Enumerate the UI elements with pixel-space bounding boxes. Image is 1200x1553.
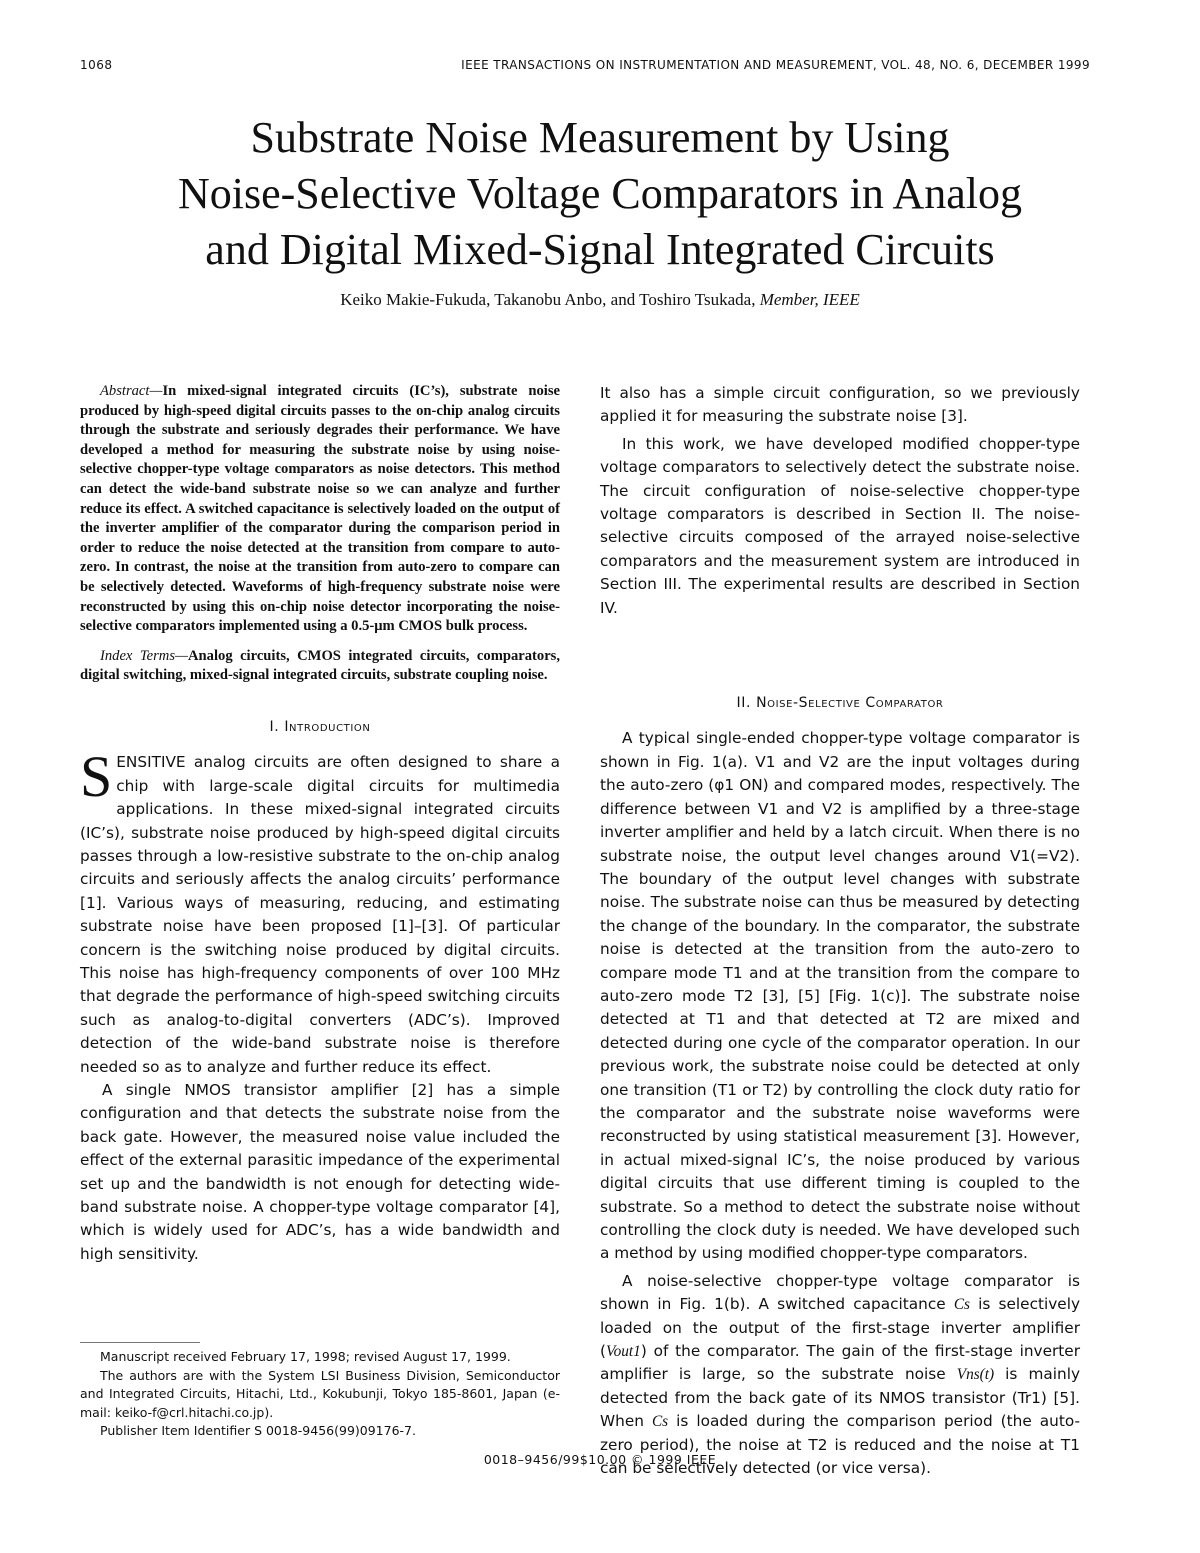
symbol-vns: Vns(t) (956, 1366, 995, 1384)
intro-lead-word: ENSITIVE (116, 753, 186, 772)
comparator-p2-text-c: ) of the comparator. The gain of the first-stage inverter amplifier is large, so the substrate noise (600, 1342, 1080, 1384)
abstract-label: Abstract— (100, 383, 163, 399)
page-number: 1068 (80, 58, 113, 72)
intro-paragraph-1-text: analog circuits are often designed to share a chip with large-scale digital circuits for multimedia applications. In these mixed-signal integrated circuits (IC’s), substrate noise produced by high-speed digital circuits passes through a low-resistive substrate to the on-chip analog circuits and seriously affects the analog circuits’ performance [1]. Various ways of measuring, reducing, and estimating substrate noise have been proposed [1]–[3]. Of particular concern is the switching noise produced by digital circuits. This noise has high-frequency components of over 100 MHz that degrade the performance of high-speed switching circuits such as analog-to-digital converters (ADC’s). Improved detection of the wide-band substrate noise is therefore needed so as to analyze and further reduce its effect. (80, 753, 560, 1076)
abstract-text: In mixed-signal integrated circuits (IC’s), substrate noise produced by high-speed digital circuits passes to the on-chip analog circuits through the substrate and seriously degrades their performance. We have developed a method for measuring the substrate noise by using noise-selective chopper-type voltage comparators as noise detectors. This method can detect the wide-band substrate noise so we can analyze and further reduce its effect. A switched capacitance is selectively loaded on the output of the inverter amplifier of the comparator during the comparison period in order to reduce the noise detected at the transition from compare to auto-zero. In contrast, the noise at the transition from auto-zero to compare can be selectively detected. Waveforms of high-frequency substrate noise were reconstructed by using this on-chip noise detector incorporating the noise-selective comparators implemented using a 0.5-μm CMOS bulk process. (80, 383, 560, 635)
comparator-p2-text-b: is selectively loaded on the output of the first-stage inverter amplifier ( (600, 1295, 1080, 1361)
symbol-cs: Cs (953, 1296, 970, 1314)
section-heading-introduction: I. Introduction (269, 718, 371, 735)
intro-paragraph-2: A single NMOS transistor amplifier [2] has a simple configuration and that detects the substrate noise from the back gate. However, the measured noise value included the effect of the external parasitic impedance of the experimental set up and the bandwidth is not enough for detecting wide-band substrate noise. A chopper-type voltage comparator [4], which is widely used for ADC’s, has a wide bandwidth and high sensitivity. (80, 1081, 560, 1263)
comparator-p2-text-a: A noise-selective chopper-type voltage comparator is shown in Fig. 1(b). A switched capacitance (600, 1271, 1080, 1314)
index-terms-label: Index Terms— (100, 647, 189, 664)
dropcap-letter: S (80, 744, 113, 810)
comparator-p2-text-d: is mainly detected from the back gate of its NMOS transistor (Tr1) [5]. When (600, 1365, 1080, 1431)
footnote-received: Manuscript received February 17, 1998; revised August 17, 1999. (100, 1349, 511, 1364)
comparator-p2-text-e: is loaded during the comparison period (the auto-zero period), the noise at T2 is reduced and the noise at T1 can be selectively detected (or vice versa). (600, 1412, 1080, 1478)
title-line-3: and Digital Mixed-Signal Integrated Circuits (205, 225, 995, 274)
footnote-rule (80, 1342, 200, 1343)
left-column (80, 382, 560, 1266)
paper-title (60, 110, 1140, 278)
symbol-vout1: Vout1 (605, 1343, 641, 1361)
right-column (600, 382, 1080, 1480)
section-heading-comparator: II. Noise-Selective Comparator (736, 695, 944, 712)
abstract (80, 382, 560, 637)
running-head: IEEE TRANSACTIONS ON INSTRUMENTATION AND MEASUREMENT, VOL. 48, NO. 6, DECEMBER 1999 (461, 58, 1090, 72)
intro-paragraph-2-continued: It also has a simple circuit configuration, so we previously applied it for measuring the substrate noise [3]. (600, 384, 1080, 426)
intro-paragraph-3: In this work, we have developed modified chopper-type voltage comparators to selectively detect the substrate noise. The circuit configuration of noise-selective chopper-type voltage comparators is described in Section II. The noise-selective circuits composed of the arrayed noise-selective comparators and the measurement system are introduced in Section III. The experimental results are described in Section IV. (600, 434, 1080, 617)
author-names: Keiko Makie-Fukuda, Takanobu Anbo, and Toshiro Tsukada, (340, 290, 756, 309)
comparator-paragraph-1: A typical single-ended chopper-type voltage comparator is shown in Fig. 1(a). V1 and V2 are the input voltages during the auto-zero (φ1 ON) and compared modes, respectively. The difference between V1 and V2 is amplified by a three-stage inverter amplifier and held by a latch circuit. When there is no substrate noise, the output level changes around V1(=V2). The boundary of the output level changes with substrate noise. The substrate noise can thus be measured by detecting the change of the boundary. In the comparator, the substrate noise is detected at the transition from the auto-zero to compare mode T1 and at the transition from the compare to auto-zero mode T2 [3], [5] [Fig. 1(c)]. The substrate noise detected at T1 and that detected at T2 are mixed and detected during one cycle of the comparator operation. In our previous work, the substrate noise could be detected at only one transition (T1 or T2) by controlling the clock duty ratio for the comparator and the substrate noise waveforms were reconstructed by using statistical measurement [3]. However, in actual mixed-signal IC’s, the noise produced by various digital circuits that use different timing is coupled to the substrate. So a method to detect the substrate noise without controlling the clock duty is needed. We have developed such a method by using modified chopper-type comparators. (600, 729, 1080, 1263)
index-terms-text: Analog circuits, CMOS integrated circuits, comparators, digital switching, mixed-signal integrated circuits, substrate coupling noise. (80, 647, 561, 684)
footnote-identifier: Publisher Item Identifier S 0018-9456(99)09176-7. (100, 1423, 416, 1438)
symbol-cs-2: Cs (651, 1413, 669, 1431)
copyright-line: 0018–9456/99$10.00 © 1999 IEEE (483, 1452, 717, 1467)
footnote-affiliation: The authors are with the System LSI Business Division, Semiconductor and Integrated Circuits, Hitachi, Ltd., Kokubunji, Tokyo 185-8601, Japan (e-mail: keiko-f@crl.hitachi.co.jp). (80, 1367, 560, 1420)
title-line-2: Noise-Selective Voltage Comparators in Analog (178, 169, 1022, 218)
intro-paragraph-1 (80, 744, 560, 1079)
author-line (60, 290, 1140, 310)
comparator-paragraph-2 (600, 1270, 1080, 1481)
footnotes (80, 1348, 560, 1441)
title-line-1: Substrate Noise Measurement by Using (250, 113, 950, 162)
index-terms (80, 647, 560, 686)
author-membership: Member, IEEE (759, 290, 860, 309)
